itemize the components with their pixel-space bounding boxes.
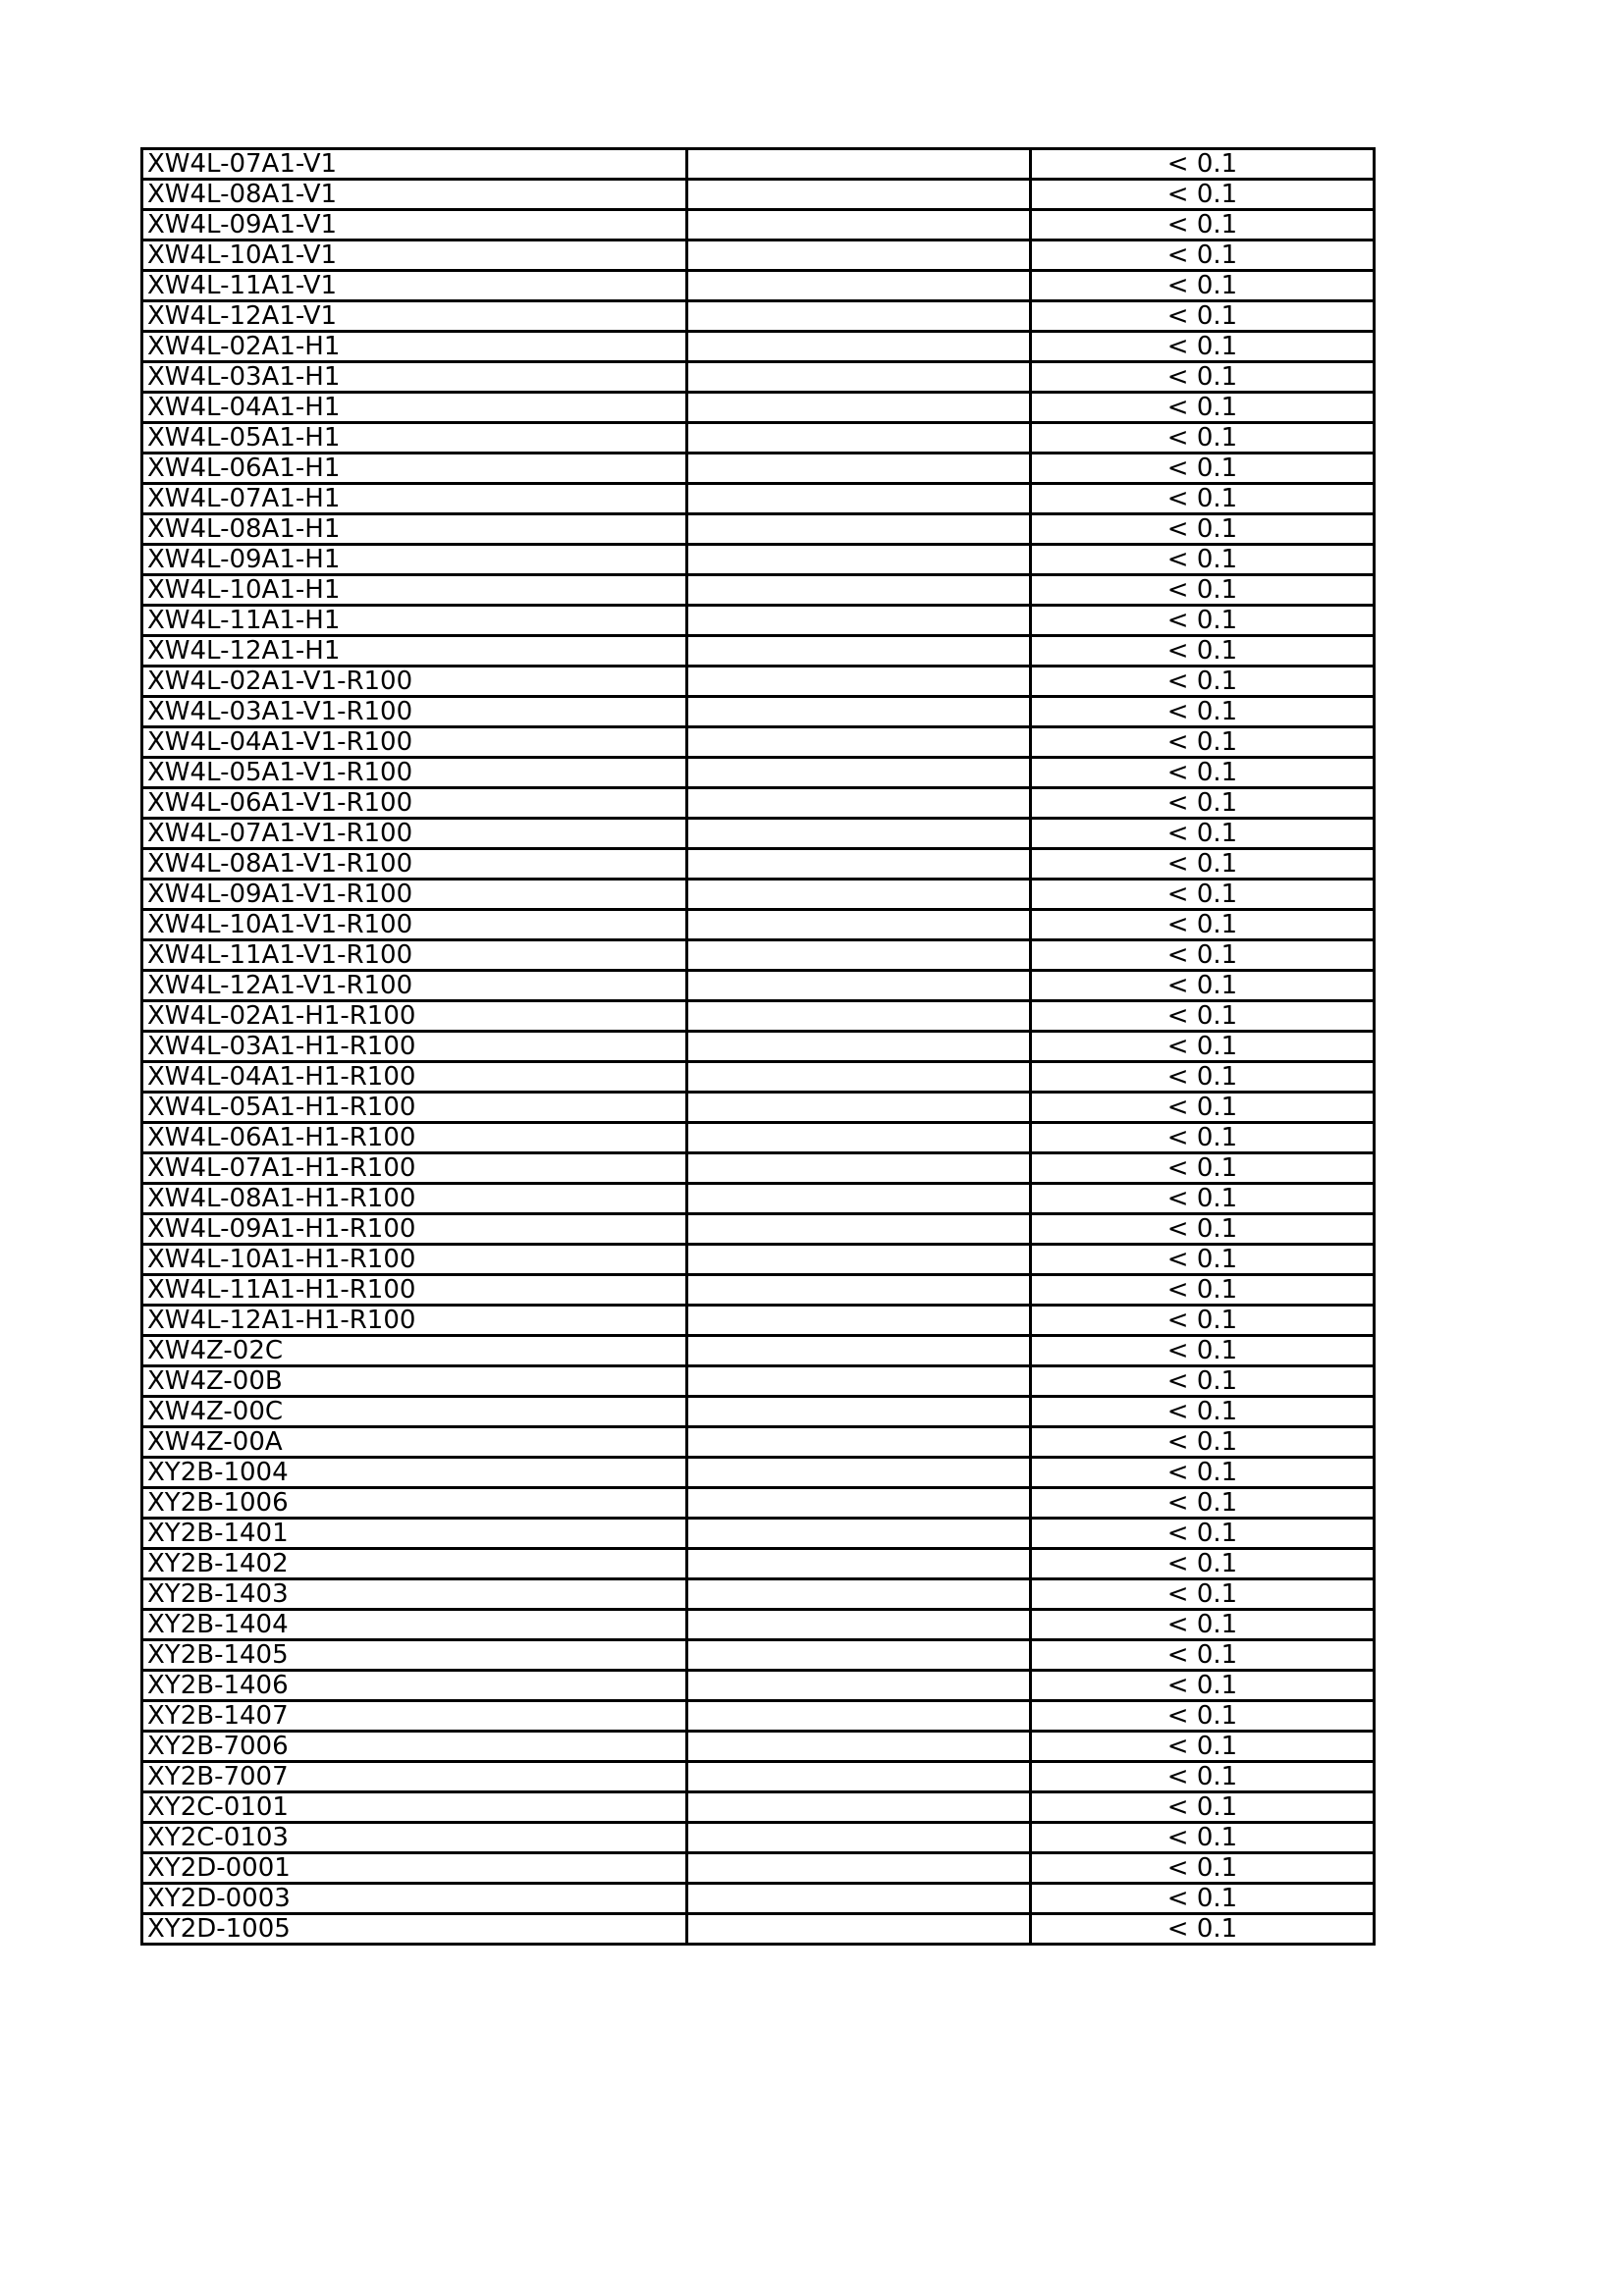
sample-id-cell: XW4L-06A1-H1-R100 xyxy=(142,1123,687,1153)
sample-id-cell: XW4L-12A1-V1-R100 xyxy=(142,971,687,1001)
result-value-cell: < 0.1 xyxy=(1031,940,1375,971)
table-row xyxy=(142,1153,1375,1184)
table-row xyxy=(142,1336,1375,1366)
sample-id-cell: XW4L-11A1-V1-R100 xyxy=(142,940,687,971)
empty-cell xyxy=(687,880,1031,910)
result-value-cell: < 0.1 xyxy=(1031,697,1375,727)
empty-cell xyxy=(687,1275,1031,1306)
sample-id-cell: XW4L-09A1-H1-R100 xyxy=(142,1214,687,1245)
empty-cell xyxy=(687,149,1031,180)
table-row xyxy=(142,1245,1375,1275)
table-row xyxy=(142,1001,1375,1032)
empty-cell xyxy=(687,636,1031,667)
table-row xyxy=(142,1306,1375,1336)
table-row xyxy=(142,1519,1375,1549)
result-value-cell: < 0.1 xyxy=(1031,1306,1375,1336)
result-value-cell: < 0.1 xyxy=(1031,454,1375,484)
sample-id-cell: XW4L-05A1-H1-R100 xyxy=(142,1093,687,1123)
empty-cell xyxy=(687,1153,1031,1184)
table-row xyxy=(142,727,1375,758)
table-row xyxy=(142,149,1375,180)
result-value-cell: < 0.1 xyxy=(1031,514,1375,545)
table-row xyxy=(142,1610,1375,1640)
result-value-cell: < 0.1 xyxy=(1031,758,1375,788)
result-value-cell: < 0.1 xyxy=(1031,1701,1375,1732)
empty-cell xyxy=(687,1001,1031,1032)
sample-id-cell: XW4L-04A1-H1 xyxy=(142,393,687,423)
result-value-cell: < 0.1 xyxy=(1031,210,1375,240)
sample-id-cell: XW4Z-02C xyxy=(142,1336,687,1366)
result-value-cell: < 0.1 xyxy=(1031,606,1375,636)
sample-id-cell: XW4L-10A1-V1 xyxy=(142,240,687,271)
sample-id-cell: XW4L-07A1-V1 xyxy=(142,149,687,180)
empty-cell xyxy=(687,1458,1031,1488)
table-row xyxy=(142,1062,1375,1093)
empty-cell xyxy=(687,332,1031,362)
table-row xyxy=(142,1093,1375,1123)
result-value-cell: < 0.1 xyxy=(1031,819,1375,849)
table-row xyxy=(142,1184,1375,1214)
table-row xyxy=(142,819,1375,849)
empty-cell xyxy=(687,971,1031,1001)
result-value-cell: < 0.1 xyxy=(1031,1336,1375,1366)
table-row xyxy=(142,484,1375,514)
result-value-cell: < 0.1 xyxy=(1031,1914,1375,1945)
sample-id-cell: XW4L-11A1-H1 xyxy=(142,606,687,636)
result-value-cell: < 0.1 xyxy=(1031,1153,1375,1184)
table-row xyxy=(142,606,1375,636)
table-row xyxy=(142,180,1375,210)
table-row xyxy=(142,1884,1375,1914)
sample-id-cell: XW4L-03A1-H1 xyxy=(142,362,687,393)
result-value-cell: < 0.1 xyxy=(1031,240,1375,271)
empty-cell xyxy=(687,362,1031,393)
empty-cell xyxy=(687,1214,1031,1245)
sample-id-cell: XW4Z-00C xyxy=(142,1397,687,1427)
result-value-cell: < 0.1 xyxy=(1031,575,1375,606)
result-value-cell: < 0.1 xyxy=(1031,910,1375,940)
sample-id-cell: XW4L-09A1-H1 xyxy=(142,545,687,575)
sample-id-cell: XY2C-0103 xyxy=(142,1823,687,1853)
empty-cell xyxy=(687,180,1031,210)
table-row xyxy=(142,1732,1375,1762)
empty-cell xyxy=(687,1336,1031,1366)
empty-cell xyxy=(687,1823,1031,1853)
table-row xyxy=(142,971,1375,1001)
empty-cell xyxy=(687,1123,1031,1153)
table-row xyxy=(142,393,1375,423)
table-row xyxy=(142,1701,1375,1732)
result-value-cell: < 0.1 xyxy=(1031,636,1375,667)
results-table-body xyxy=(142,149,1375,1945)
table-row xyxy=(142,1549,1375,1579)
sample-id-cell: XW4L-11A1-H1-R100 xyxy=(142,1275,687,1306)
sample-id-cell: XY2B-1405 xyxy=(142,1640,687,1671)
empty-cell xyxy=(687,210,1031,240)
table-row xyxy=(142,1640,1375,1671)
sample-id-cell: XW4L-09A1-V1 xyxy=(142,210,687,240)
sample-id-cell: XW4L-04A1-V1-R100 xyxy=(142,727,687,758)
empty-cell xyxy=(687,271,1031,301)
sample-id-cell: XW4L-07A1-H1-R100 xyxy=(142,1153,687,1184)
empty-cell xyxy=(687,1427,1031,1458)
empty-cell xyxy=(687,1184,1031,1214)
empty-cell xyxy=(687,1671,1031,1701)
empty-cell xyxy=(687,1397,1031,1427)
result-value-cell: < 0.1 xyxy=(1031,1519,1375,1549)
table-row xyxy=(142,1853,1375,1884)
table-row xyxy=(142,301,1375,332)
sample-id-cell: XW4L-05A1-H1 xyxy=(142,423,687,454)
empty-cell xyxy=(687,727,1031,758)
empty-cell xyxy=(687,1306,1031,1336)
table-row xyxy=(142,880,1375,910)
sample-id-cell: XY2B-1404 xyxy=(142,1610,687,1640)
table-row xyxy=(142,1458,1375,1488)
result-value-cell: < 0.1 xyxy=(1031,362,1375,393)
sample-id-cell: XY2C-0101 xyxy=(142,1792,687,1823)
table-row xyxy=(142,1914,1375,1945)
table-row xyxy=(142,1397,1375,1427)
sample-id-cell: XW4L-02A1-H1 xyxy=(142,332,687,362)
result-value-cell: < 0.1 xyxy=(1031,484,1375,514)
table-row xyxy=(142,667,1375,697)
result-value-cell: < 0.1 xyxy=(1031,1458,1375,1488)
empty-cell xyxy=(687,1884,1031,1914)
result-value-cell: < 0.1 xyxy=(1031,1032,1375,1062)
table-row xyxy=(142,332,1375,362)
empty-cell xyxy=(687,788,1031,819)
result-value-cell: < 0.1 xyxy=(1031,1062,1375,1093)
empty-cell xyxy=(687,1579,1031,1610)
result-value-cell: < 0.1 xyxy=(1031,1671,1375,1701)
empty-cell xyxy=(687,606,1031,636)
sample-id-cell: XY2B-1402 xyxy=(142,1549,687,1579)
sample-id-cell: XY2B-1006 xyxy=(142,1488,687,1519)
result-value-cell: < 0.1 xyxy=(1031,423,1375,454)
result-value-cell: < 0.1 xyxy=(1031,1884,1375,1914)
sample-id-cell: XW4L-02A1-V1-R100 xyxy=(142,667,687,697)
table-row xyxy=(142,1032,1375,1062)
empty-cell xyxy=(687,910,1031,940)
result-value-cell: < 0.1 xyxy=(1031,545,1375,575)
result-value-cell: < 0.1 xyxy=(1031,180,1375,210)
result-value-cell: < 0.1 xyxy=(1031,1275,1375,1306)
empty-cell xyxy=(687,1732,1031,1762)
sample-id-cell: XW4L-09A1-V1-R100 xyxy=(142,880,687,910)
result-value-cell: < 0.1 xyxy=(1031,1245,1375,1275)
sample-id-cell: XW4L-03A1-V1-R100 xyxy=(142,697,687,727)
result-value-cell: < 0.1 xyxy=(1031,149,1375,180)
result-value-cell: < 0.1 xyxy=(1031,1610,1375,1640)
empty-cell xyxy=(687,1640,1031,1671)
result-value-cell: < 0.1 xyxy=(1031,1488,1375,1519)
table-row xyxy=(142,1488,1375,1519)
result-value-cell: < 0.1 xyxy=(1031,1732,1375,1762)
sample-id-cell: XW4L-11A1-V1 xyxy=(142,271,687,301)
table-row xyxy=(142,788,1375,819)
result-value-cell: < 0.1 xyxy=(1031,880,1375,910)
sample-id-cell: XY2B-1401 xyxy=(142,1519,687,1549)
sample-id-cell: XY2D-0001 xyxy=(142,1853,687,1884)
table-row xyxy=(142,636,1375,667)
table-row xyxy=(142,1762,1375,1792)
result-value-cell: < 0.1 xyxy=(1031,271,1375,301)
table-row xyxy=(142,758,1375,788)
empty-cell xyxy=(687,667,1031,697)
result-value-cell: < 0.1 xyxy=(1031,301,1375,332)
table-row xyxy=(142,1823,1375,1853)
result-value-cell: < 0.1 xyxy=(1031,727,1375,758)
empty-cell xyxy=(687,1519,1031,1549)
sample-id-cell: XW4L-04A1-H1-R100 xyxy=(142,1062,687,1093)
sample-id-cell: XY2B-1406 xyxy=(142,1671,687,1701)
empty-cell xyxy=(687,1062,1031,1093)
sample-id-cell: XW4L-08A1-V1-R100 xyxy=(142,849,687,880)
table-row xyxy=(142,362,1375,393)
table-row xyxy=(142,1792,1375,1823)
empty-cell xyxy=(687,1488,1031,1519)
sample-id-cell: XW4L-08A1-H1 xyxy=(142,514,687,545)
result-value-cell: < 0.1 xyxy=(1031,1397,1375,1427)
sample-id-cell: XW4L-08A1-H1-R100 xyxy=(142,1184,687,1214)
table-row xyxy=(142,1275,1375,1306)
sample-id-cell: XY2B-7007 xyxy=(142,1762,687,1792)
result-value-cell: < 0.1 xyxy=(1031,788,1375,819)
result-value-cell: < 0.1 xyxy=(1031,1184,1375,1214)
table-row xyxy=(142,210,1375,240)
result-value-cell: < 0.1 xyxy=(1031,1579,1375,1610)
sample-id-cell: XW4L-08A1-V1 xyxy=(142,180,687,210)
empty-cell xyxy=(687,575,1031,606)
table-row xyxy=(142,545,1375,575)
result-value-cell: < 0.1 xyxy=(1031,1427,1375,1458)
sample-id-cell: XY2B-1403 xyxy=(142,1579,687,1610)
empty-cell xyxy=(687,1762,1031,1792)
table-row xyxy=(142,575,1375,606)
empty-cell xyxy=(687,423,1031,454)
empty-cell xyxy=(687,1549,1031,1579)
empty-cell xyxy=(687,1853,1031,1884)
sample-id-cell: XW4L-12A1-H1 xyxy=(142,636,687,667)
table-row xyxy=(142,1427,1375,1458)
empty-cell xyxy=(687,240,1031,271)
table-row xyxy=(142,240,1375,271)
sample-id-cell: XW4L-12A1-H1-R100 xyxy=(142,1306,687,1336)
result-value-cell: < 0.1 xyxy=(1031,667,1375,697)
result-value-cell: < 0.1 xyxy=(1031,1366,1375,1397)
sample-id-cell: XW4Z-00B xyxy=(142,1366,687,1397)
table-row xyxy=(142,1671,1375,1701)
table-row xyxy=(142,454,1375,484)
result-value-cell: < 0.1 xyxy=(1031,1640,1375,1671)
empty-cell xyxy=(687,1093,1031,1123)
table-row xyxy=(142,1214,1375,1245)
table-row xyxy=(142,849,1375,880)
empty-cell xyxy=(687,819,1031,849)
sample-id-cell: XW4L-05A1-V1-R100 xyxy=(142,758,687,788)
empty-cell xyxy=(687,1792,1031,1823)
results-table xyxy=(140,147,1376,1946)
sample-id-cell: XW4L-12A1-V1 xyxy=(142,301,687,332)
empty-cell xyxy=(687,1914,1031,1945)
result-value-cell: < 0.1 xyxy=(1031,1823,1375,1853)
sample-id-cell: XW4L-07A1-V1-R100 xyxy=(142,819,687,849)
result-value-cell: < 0.1 xyxy=(1031,971,1375,1001)
sample-id-cell: XY2B-7006 xyxy=(142,1732,687,1762)
sample-id-cell: XW4L-03A1-H1-R100 xyxy=(142,1032,687,1062)
sample-id-cell: XY2B-1004 xyxy=(142,1458,687,1488)
empty-cell xyxy=(687,1032,1031,1062)
empty-cell xyxy=(687,758,1031,788)
result-value-cell: < 0.1 xyxy=(1031,1549,1375,1579)
empty-cell xyxy=(687,545,1031,575)
result-value-cell: < 0.1 xyxy=(1031,1123,1375,1153)
result-value-cell: < 0.1 xyxy=(1031,1001,1375,1032)
sample-id-cell: XY2B-1407 xyxy=(142,1701,687,1732)
result-value-cell: < 0.1 xyxy=(1031,1762,1375,1792)
table-row xyxy=(142,1366,1375,1397)
sample-id-cell: XW4Z-00A xyxy=(142,1427,687,1458)
sample-id-cell: XW4L-10A1-H1 xyxy=(142,575,687,606)
table-row xyxy=(142,910,1375,940)
empty-cell xyxy=(687,1245,1031,1275)
result-value-cell: < 0.1 xyxy=(1031,1214,1375,1245)
empty-cell xyxy=(687,940,1031,971)
result-value-cell: < 0.1 xyxy=(1031,393,1375,423)
sample-id-cell: XW4L-06A1-V1-R100 xyxy=(142,788,687,819)
sample-id-cell: XW4L-06A1-H1 xyxy=(142,454,687,484)
empty-cell xyxy=(687,514,1031,545)
table-row xyxy=(142,423,1375,454)
sample-id-cell: XW4L-10A1-V1-R100 xyxy=(142,910,687,940)
table-row xyxy=(142,514,1375,545)
table-row xyxy=(142,1123,1375,1153)
result-value-cell: < 0.1 xyxy=(1031,849,1375,880)
sample-id-cell: XY2D-0003 xyxy=(142,1884,687,1914)
empty-cell xyxy=(687,454,1031,484)
empty-cell xyxy=(687,1701,1031,1732)
table-row xyxy=(142,271,1375,301)
empty-cell xyxy=(687,1610,1031,1640)
sample-id-cell: XW4L-10A1-H1-R100 xyxy=(142,1245,687,1275)
result-value-cell: < 0.1 xyxy=(1031,1792,1375,1823)
empty-cell xyxy=(687,484,1031,514)
sample-id-cell: XW4L-02A1-H1-R100 xyxy=(142,1001,687,1032)
result-value-cell: < 0.1 xyxy=(1031,332,1375,362)
empty-cell xyxy=(687,393,1031,423)
sample-id-cell: XY2D-1005 xyxy=(142,1914,687,1945)
table-row xyxy=(142,697,1375,727)
empty-cell xyxy=(687,1366,1031,1397)
sample-id-cell: XW4L-07A1-H1 xyxy=(142,484,687,514)
table-row xyxy=(142,1579,1375,1610)
table-row xyxy=(142,940,1375,971)
empty-cell xyxy=(687,697,1031,727)
result-value-cell: < 0.1 xyxy=(1031,1853,1375,1884)
empty-cell xyxy=(687,849,1031,880)
empty-cell xyxy=(687,301,1031,332)
result-value-cell: < 0.1 xyxy=(1031,1093,1375,1123)
